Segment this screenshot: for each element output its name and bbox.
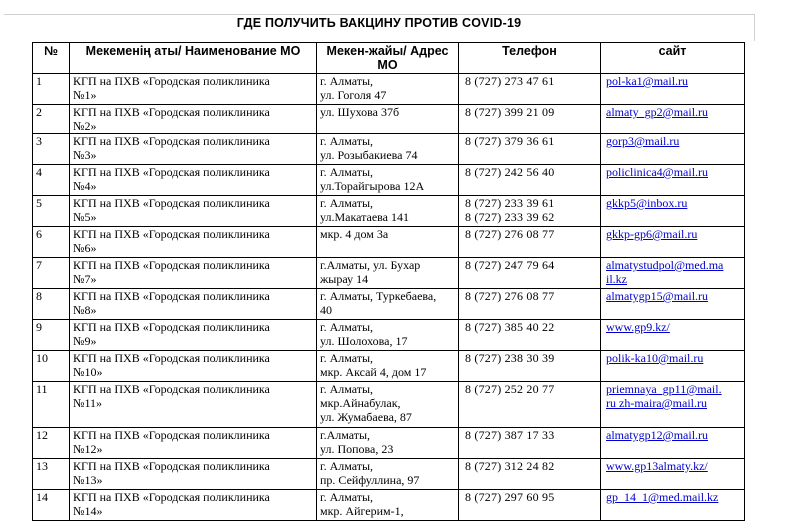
cell-site: [601, 165, 745, 196]
cell-phone: [459, 382, 601, 428]
cell-phone: [459, 258, 601, 289]
cell-num: 4: [33, 165, 70, 196]
cell-address: [317, 134, 459, 165]
phone-line1: 8 (727) 233 39 61: [465, 196, 555, 210]
address-line2: ул. Розыбакиева 74: [320, 148, 418, 162]
cell-name: [70, 105, 317, 134]
address-line2: ул. Шолохова, 17: [320, 334, 408, 348]
cell-site: [601, 289, 745, 320]
address-line1: мкр. 4 дом 3а: [320, 227, 389, 241]
cell-phone: [459, 289, 601, 320]
cell-address: [317, 490, 459, 521]
phone-line1: 8 (727) 238 30 39: [465, 351, 555, 365]
header-address-line2: МО: [377, 58, 398, 72]
name-line1: КГП на ПХВ «Городская поликлиника: [73, 74, 270, 88]
name-line1: КГП на ПХВ «Городская поликлиника: [73, 165, 270, 179]
cell-address: [317, 382, 459, 428]
site-link[interactable]: gorp3@mail.ru: [606, 134, 680, 148]
cell-site: [601, 196, 745, 227]
address-line2: ул.Макатаева 141: [320, 210, 409, 224]
phone-line1: 8 (727) 276 08 77: [465, 289, 555, 303]
cell-num: 14: [33, 490, 70, 521]
address-line2: пр. Сейфуллина, 97: [320, 473, 420, 487]
cell-address: [317, 428, 459, 459]
address-line1: г.Алматы,: [320, 428, 371, 442]
site-link-cont[interactable]: ru zh-maira@mail.ru: [606, 396, 708, 410]
table-row: [33, 165, 745, 196]
name-line1: КГП на ПХВ «Городская поликлиника: [73, 105, 270, 119]
cell-site: [601, 134, 745, 165]
site-link[interactable]: polik-ka10@mail.ru: [606, 351, 704, 365]
address-line1: г.Алматы, ул. Бухар: [320, 258, 421, 272]
cell-phone: [459, 74, 601, 105]
cell-site: [601, 74, 745, 105]
address-line1: г. Алматы,: [320, 165, 374, 179]
cell-name: [70, 227, 317, 258]
cell-address: [317, 459, 459, 490]
name-line2: №3»: [73, 148, 97, 162]
cell-phone: [459, 105, 601, 134]
cell-num: 12: [33, 428, 70, 459]
cell-phone: [459, 459, 601, 490]
cell-num: 9: [33, 320, 70, 351]
document-title: ГДЕ ПОЛУЧИТЬ ВАКЦИНУ ПРОТИВ COVID-19: [236, 16, 522, 30]
cell-name: [70, 351, 317, 382]
cell-num: 10: [33, 351, 70, 382]
cell-name: [70, 490, 317, 521]
cell-name: [70, 289, 317, 320]
table-row: [33, 382, 745, 428]
cell-name: [70, 134, 317, 165]
phone-line1: 8 (727) 399 21 09: [465, 105, 555, 119]
cell-phone: [459, 428, 601, 459]
cell-phone: [459, 165, 601, 196]
phone-line1: 8 (727) 385 40 22: [465, 320, 555, 334]
address-line2: 40: [320, 303, 332, 317]
header-site: сайт: [601, 43, 745, 74]
table-row: [33, 351, 745, 382]
header-name: Мекеменің аты/ Наименование МО: [70, 43, 317, 74]
cell-phone: [459, 351, 601, 382]
site-link[interactable]: policlinica4@mail.ru: [606, 165, 709, 179]
cell-num: 1: [33, 74, 70, 105]
address-line1: г. Алматы,: [320, 351, 374, 365]
name-line1: КГП на ПХВ «Городская поликлиника: [73, 428, 270, 442]
phone-line2: 8 (727) 233 39 62: [465, 210, 555, 224]
cell-num: 13: [33, 459, 70, 490]
cell-num: 2: [33, 105, 70, 134]
name-line1: КГП на ПХВ «Городская поликлиника: [73, 490, 270, 504]
table-row: [33, 196, 745, 227]
site-link[interactable]: pol-ka1@mail.ru: [606, 74, 689, 88]
table-row: [33, 459, 745, 490]
cell-num: 7: [33, 258, 70, 289]
phone-line1: 8 (727) 276 08 77: [465, 227, 555, 241]
cell-name: [70, 165, 317, 196]
cell-num: 8: [33, 289, 70, 320]
cell-address: [317, 74, 459, 105]
cell-phone: [459, 196, 601, 227]
table-body: [33, 74, 745, 521]
cell-name: [70, 196, 317, 227]
cell-site: [601, 227, 745, 258]
site-link[interactable]: almaty_gp2@mail.ru: [606, 105, 709, 119]
header-address-line1: Мекен-жайы/ Адрес: [326, 44, 449, 58]
site-link-cont[interactable]: il.kz: [606, 272, 627, 286]
site-link[interactable]: almatygp12@mail.ru: [606, 428, 709, 442]
address-line2: мкр.Айнабулак,: [320, 396, 401, 410]
address-line2: ул. Попова, 23: [320, 442, 394, 456]
name-line2: №13»: [73, 473, 103, 487]
cell-phone: [459, 227, 601, 258]
cell-address: [317, 320, 459, 351]
cell-name: [70, 74, 317, 105]
address-line1: г. Алматы, Туркебаева,: [320, 289, 437, 303]
address-line2: мкр. Аксай 4, дом 17: [320, 365, 427, 379]
site-link[interactable]: gp_14_1@med.mail.kz: [606, 490, 719, 504]
cell-site: [601, 351, 745, 382]
table-row: [33, 74, 745, 105]
site-link[interactable]: www.gp13almaty.kz/: [606, 459, 708, 473]
site-link[interactable]: priemnaya_gp11@mail.: [606, 382, 722, 396]
cell-name: [70, 382, 317, 428]
site-link[interactable]: almatystudpol@med.ma: [606, 258, 724, 272]
cell-name: [70, 428, 317, 459]
site-link[interactable]: gkkp5@inbox.ru: [606, 196, 688, 210]
name-line2: №5»: [73, 210, 97, 224]
cell-name: [70, 258, 317, 289]
header-phone: Телефон: [459, 43, 601, 74]
phone-line1: 8 (727) 379 36 61: [465, 134, 555, 148]
phone-line1: 8 (727) 273 47 61: [465, 74, 555, 88]
name-line1: КГП на ПХВ «Городская поликлиника: [73, 227, 270, 241]
phone-line1: 8 (727) 297 60 95: [465, 490, 555, 504]
address-line2: мкр. Айгерим-1,: [320, 504, 404, 518]
name-line2: №14»: [73, 504, 103, 518]
phone-line1: 8 (727) 242 56 40: [465, 165, 555, 179]
cell-address: [317, 289, 459, 320]
cell-site: [601, 382, 745, 428]
address-line3: ул. Жумабаева, 87: [320, 410, 412, 424]
name-line2: №4»: [73, 179, 97, 193]
table-row: [33, 258, 745, 289]
cell-site: [601, 258, 745, 289]
cell-address: [317, 258, 459, 289]
name-line1: КГП на ПХВ «Городская поликлиника: [73, 289, 270, 303]
phone-line1: 8 (727) 247 79 64: [465, 258, 555, 272]
phone-line1: 8 (727) 252 20 77: [465, 382, 555, 396]
cell-site: [601, 490, 745, 521]
site-link[interactable]: www.gp9.kz/: [606, 320, 670, 334]
header-address: [317, 43, 459, 74]
name-line2: №7»: [73, 272, 97, 286]
address-line1: ул. Шухова 37б: [320, 105, 400, 119]
name-line2: №11»: [73, 396, 103, 410]
address-line1: г. Алматы,: [320, 490, 374, 504]
address-line2: жырау 14: [320, 272, 369, 286]
name-line2: №6»: [73, 241, 97, 255]
clinics-table: [32, 42, 745, 521]
name-line1: КГП на ПХВ «Городская поликлиника: [73, 258, 270, 272]
cell-phone: [459, 320, 601, 351]
cell-num: 5: [33, 196, 70, 227]
name-line1: КГП на ПХВ «Городская поликлиника: [73, 320, 270, 334]
cell-site: [601, 320, 745, 351]
phone-line1: 8 (727) 387 17 33: [465, 428, 555, 442]
table-row: [33, 320, 745, 351]
address-line1: г. Алматы,: [320, 320, 374, 334]
table-header-row: [33, 43, 745, 74]
address-line1: г. Алматы,: [320, 74, 374, 88]
name-line2: №2»: [73, 119, 97, 133]
cell-name: [70, 459, 317, 490]
name-line2: №1»: [73, 88, 97, 102]
cell-phone: [459, 490, 601, 521]
cell-num: 3: [33, 134, 70, 165]
address-line1: г. Алматы,: [320, 382, 374, 396]
cell-address: [317, 165, 459, 196]
site-link[interactable]: gkkp-gp6@mail.ru: [606, 227, 698, 241]
cell-site: [601, 105, 745, 134]
name-line1: КГП на ПХВ «Городская поликлиника: [73, 196, 270, 210]
name-line2: №12»: [73, 442, 103, 456]
phone-line1: 8 (727) 312 24 82: [465, 459, 555, 473]
header-num: №: [33, 43, 70, 74]
name-line2: №8»: [73, 303, 97, 317]
address-line2: ул. Гоголя 47: [320, 88, 387, 102]
name-line2: №10»: [73, 365, 103, 379]
table-row: [33, 105, 745, 134]
table-row: [33, 227, 745, 258]
table-row: [33, 490, 745, 521]
site-link[interactable]: almatygp15@mail.ru: [606, 289, 709, 303]
address-line2: ул.Торайгырова 12А: [320, 179, 425, 193]
cell-address: [317, 351, 459, 382]
table-row: [33, 289, 745, 320]
cell-site: [601, 459, 745, 490]
name-line1: КГП на ПХВ «Городская поликлиника: [73, 134, 270, 148]
cell-site: [601, 428, 745, 459]
name-line1: КГП на ПХВ «Городская поликлиника: [73, 382, 270, 396]
name-line1: КГП на ПХВ «Городская поликлиника: [73, 351, 270, 365]
address-line1: г. Алматы,: [320, 196, 374, 210]
cell-address: [317, 105, 459, 134]
table-row: [33, 428, 745, 459]
name-line2: №9»: [73, 334, 97, 348]
cell-num: 6: [33, 227, 70, 258]
cell-name: [70, 320, 317, 351]
cell-phone: [459, 134, 601, 165]
cell-address: [317, 227, 459, 258]
name-line1: КГП на ПХВ «Городская поликлиника: [73, 459, 270, 473]
address-line1: г. Алматы,: [320, 459, 374, 473]
address-line1: г. Алматы,: [320, 134, 374, 148]
table-row: [33, 134, 745, 165]
cell-num: 11: [33, 382, 70, 428]
cell-address: [317, 196, 459, 227]
